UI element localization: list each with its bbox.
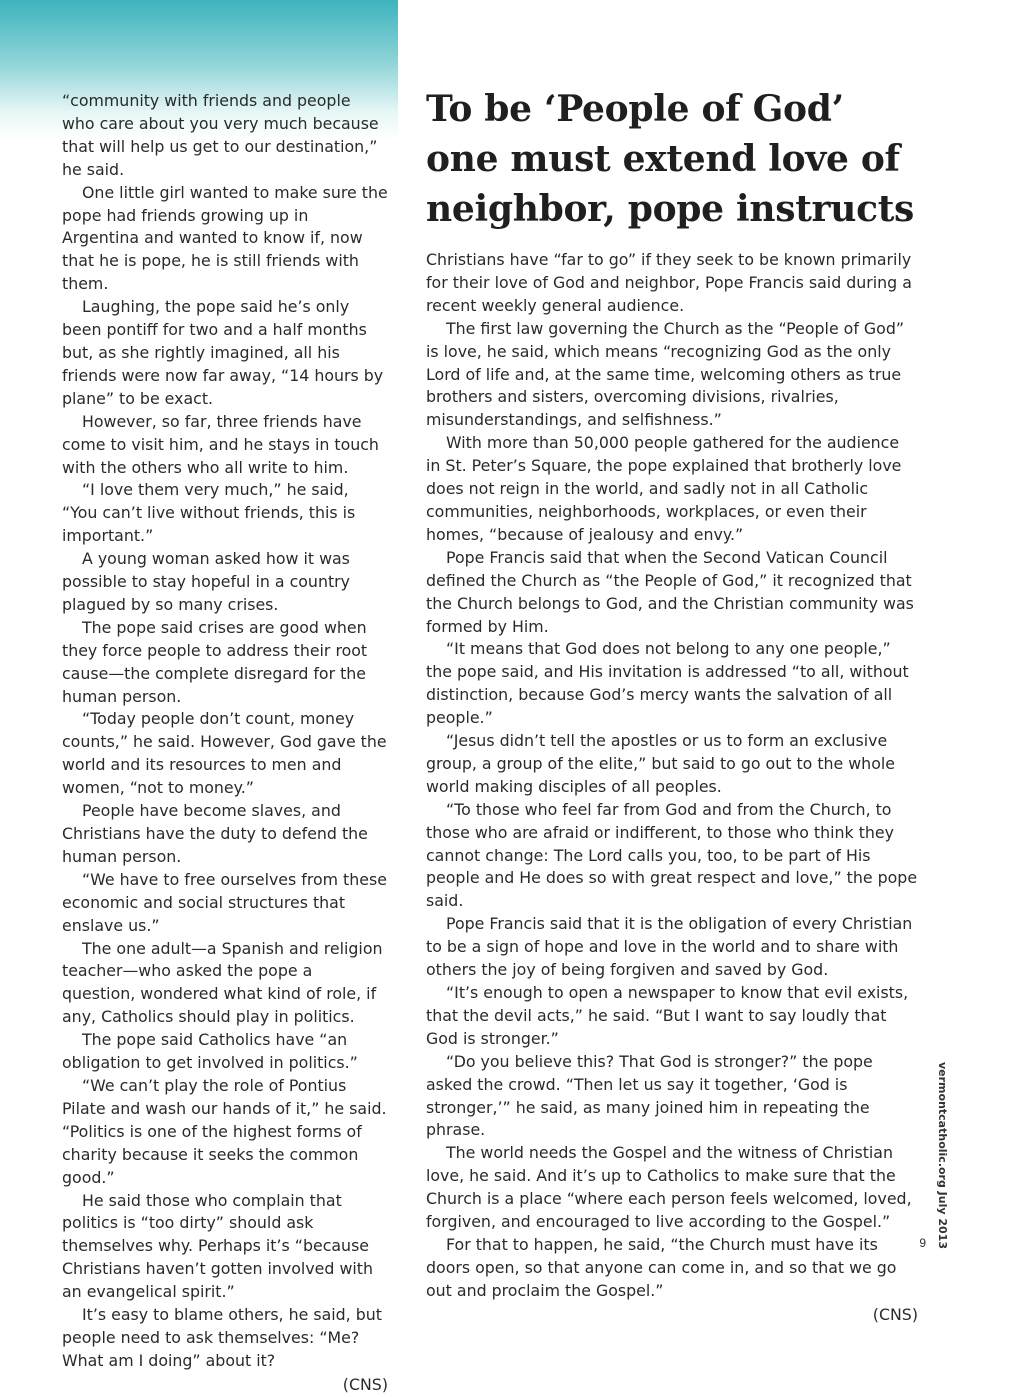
paragraph: The world needs the Gospel and the witness of Christian love, he said. And it’s up to Catholics to make sure that the Church is a place “where each person feels welcomed, loved, forgiven, and encouraged to live according to the Gospel.”	[426, 1143, 912, 1232]
paragraph: Christians have “far to go” if they seek to be known primarily for their love of God and neighbor, Pope Francis said during a recent weekly general audience.	[426, 250, 912, 315]
page-number: 9	[919, 1236, 926, 1250]
paragraph: He said those who complain that politics is “too dirty” should ask themselves why. Perhaps it’s “because Christians haven’t gotten involved with an evangelical spirit.”	[62, 1190, 373, 1302]
paragraph: “Today people don’t count, money counts,” he said. However, God gave the world and its resources to men and women, “not to money.”	[62, 709, 387, 798]
paragraph: The one adult—a Spanish and religion teacher—who asked the pope a question, wondered what kind of role, if any, Catholics should play in politics.	[62, 938, 383, 1027]
paragraph: “community with friends and people who care about you very much because that will help us get to our destination,” he said.	[62, 91, 379, 179]
paragraph: “It means that God does not belong to any one people,” the pope said, and His invitation is addressed “to all, without distinction, because God’s mercy wants the salvation of all people.”	[426, 639, 909, 728]
paragraph: One little girl wanted to make sure the pope had friends growing up in Argentina and wanted to know if, now that he is pope, he is still friends with them.	[62, 182, 388, 294]
paragraph: “To those who feel far from God and from the Church, to those who are afraid or indifferent, to those who think they cannot change: The Lord calls you, too, to be part of His people and He does so with great respect and love,” the pope said.	[426, 799, 918, 911]
article-headline: To be ‘People of God’ one must extend love of neighbor, pope instructs	[426, 88, 914, 230]
paragraph: “Do you believe this? That God is stronger?” the pope asked the crowd. “Then let us say it together, ‘God is stronger,’” he said, as many joined him in repeating the phrase.	[426, 1051, 873, 1140]
left-column	[62, 90, 388, 1397]
paragraph: “We have to free ourselves from these economic and social structures that enslave us.”	[62, 869, 387, 935]
paragraph: Pope Francis said that it is the obligation of every Christian to be a sign of hope and love in the world and to share with others the joy of being forgiven and saved by God.	[426, 914, 913, 980]
credit-line: (CNS)	[872, 1304, 918, 1324]
paragraph: The pope said crises are good when they force people to address their root cause—the complete disregard for the human person.	[62, 617, 368, 706]
side-tag-text: vermontcatholic.org July 2013	[936, 1062, 949, 1249]
paragraph: “It’s enough to open a newspaper to know that evil exists, that the devil acts,” he said. “But I want to say loudly that God is stronger.”	[426, 983, 909, 1048]
paragraph: A young woman asked how it was possible to stay hopeful in a country plagued by so many crises.	[62, 549, 350, 614]
article-body	[426, 249, 918, 1327]
paragraph: With more than 50,000 people gathered for the audience in St. Peter’s Square, the pope explained that brotherly love does not reign in the world, and sadly not in all Catholic communities, neighborhoods, workplaces, or even their homes, “because of jealousy and envy.”	[426, 433, 902, 544]
publication-side-tag	[935, 1062, 949, 1249]
paragraph: The first law governing the Church as the “People of God” is love, he said, which means “recognizing God as the only Lord of life and, at the same time, welcoming others as true brothers and sisters, overcoming divisions, rivalries, misunderstandings, and selfishness.”	[426, 318, 905, 430]
paragraph: For that to happen, he said, “the Church must have its doors open, so that anyone can come in, and so that we go out and proclaim the Gospel.”	[426, 1234, 897, 1300]
paragraph: However, so far, three friends have come to visit him, and he stays in touch with the others who all write to him.	[62, 411, 379, 477]
paragraph: Laughing, the pope said he’s only been pontiff for two and a half months but, as she rightly imagined, all his friends were now far away, “14 hours by plane” to be exact.	[62, 297, 384, 408]
paragraph: “I love them very much,” he said, “You can’t live without friends, this is important.”	[62, 480, 356, 546]
paragraph: Pope Francis said that when the Second Vatican Council defined the Church as “the People of God,” it recognized that the Church belongs to God, and the Christian community was formed by Him.	[426, 547, 914, 636]
paragraph: “We can’t play the role of Pontius Pilate and wash our hands of it,” he said. “Politics is one of the highest forms of charity because it seeks the common good.”	[62, 1075, 387, 1187]
credit-line: (CNS)	[342, 1374, 388, 1394]
paragraph: “Jesus didn’t tell the apostles or us to form an exclusive group, a group of the elite,” but said to go out to the whole world making disciples of all peoples.	[426, 731, 895, 796]
paragraph: The pope said Catholics have “an obligation to get involved in politics.”	[62, 1030, 358, 1073]
paragraph: People have become slaves, and Christians have the duty to defend the human person.	[62, 801, 368, 866]
paragraph: It’s easy to blame others, he said, but people need to ask themselves: “Me? What am I doing” about it?	[62, 1305, 382, 1370]
